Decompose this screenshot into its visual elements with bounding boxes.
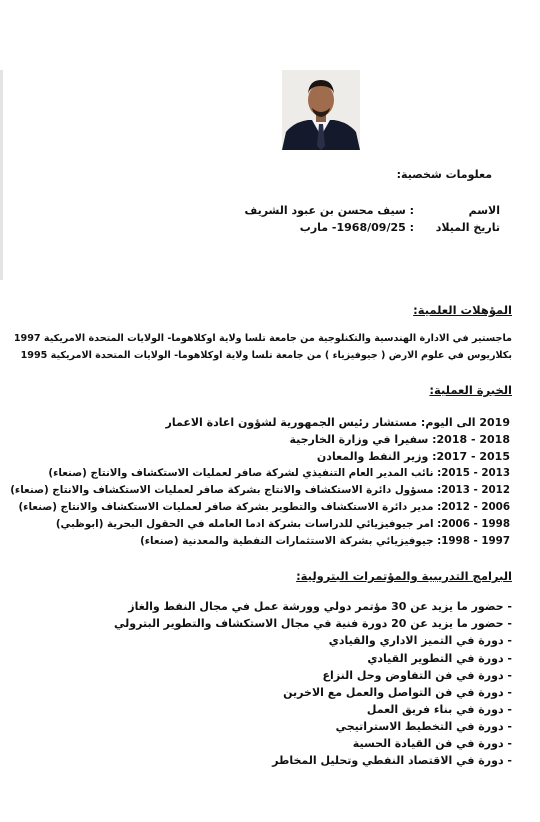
personal-heading: معلومات شخصية: [396,168,492,181]
name-value: : سيف محسن بن عبود الشريف [244,204,414,217]
qualifications-heading: المؤهلات العلمية: [413,303,512,317]
experience-item: 2015 - 2017: وزير النفط والمعادن [316,450,510,463]
training-item: - دورة في التخطيط الاستراتيجي [335,720,512,733]
birth-value: : 1968/09/25- مارب [299,221,414,234]
training-item: - دورة في الاقتصاد النفطي وتحليل المخاطر [272,754,512,767]
experience-item: 2019 الى اليوم: مستشار رئيس الجمهورية لشؤون اعادة الاعمار [165,416,510,429]
profile-photo [282,70,360,150]
qualification-item: بكلاريوس في علوم الارض ( جيوفيزياء ) من جامعة تلسا ولاية اوكلاهوما- الولايات المتحدة الامريكية 1995 [20,350,512,361]
training-item: - دورة في فن التواصل والعمل مع الاخرين [283,686,512,699]
experience-item: 1997 - 1998: جيوفيزيائي بشركة الاستثمارات النفطية والمعدنية (صنعاء) [140,535,510,547]
experience-item: 2013 - 2015: نائب المدير العام التنفيذي لشركة صافر لعمليات الاستكشاف والانتاج (صنعاء) [48,467,510,479]
page-left-edge [0,70,3,280]
experience-heading: الخبرة العملية: [429,383,512,397]
training-item: - دورة في فن التفاوض وحل النزاع [322,669,512,682]
experience-item: 2012 - 2013: مسؤول دائرة الاستكشاف والانتاج بشركة صافر لعمليات الاستكشاف والانتاج (صنعاء) [10,484,510,496]
training-item: - دورة في التميز الاداري والقيادي [328,634,512,647]
experience-item: 2018 - 2018: سفيرا في وزارة الخارجية [289,433,510,446]
experience-item: 2006 - 2012: مدير دائرة الاستكشاف والتطوير بشركة صافر لعمليات الاستكشاف والانتاج (صنعاء) [18,501,510,513]
training-item: - حضور ما يزيد عن 30 مؤتمر دولي وورشة عمل في مجال النفط والغاز [128,600,512,613]
training-item: - دورة في بناء فريق العمل [366,703,512,716]
training-item: - حضور ما يزيد عن 20 دورة فنية في مجال الاستكشاف والتطوير البترولي [114,617,512,630]
training-item: - دورة في التطوير القيادي [367,652,512,665]
training-item: - دورة في فن القيادة الحسية [352,737,512,750]
birth-label: تاريخ الميلاد [435,221,500,234]
training-heading: البرامج التدريبية والمؤتمرات البترولية: [296,569,512,583]
qualification-item: ماجستير في الادارة الهندسية والتكنلوجية من جامعة تلسا ولاية اوكلاهوما- الولايات المتحدة الامريكية 1997 [13,333,512,344]
experience-item: 1998 - 2006: امر جيوفيزيائي للدراسات بشركة ادما العامله في الحقول البحرية (ابوظبي) [55,518,510,530]
name-label: الاسم [468,204,500,217]
